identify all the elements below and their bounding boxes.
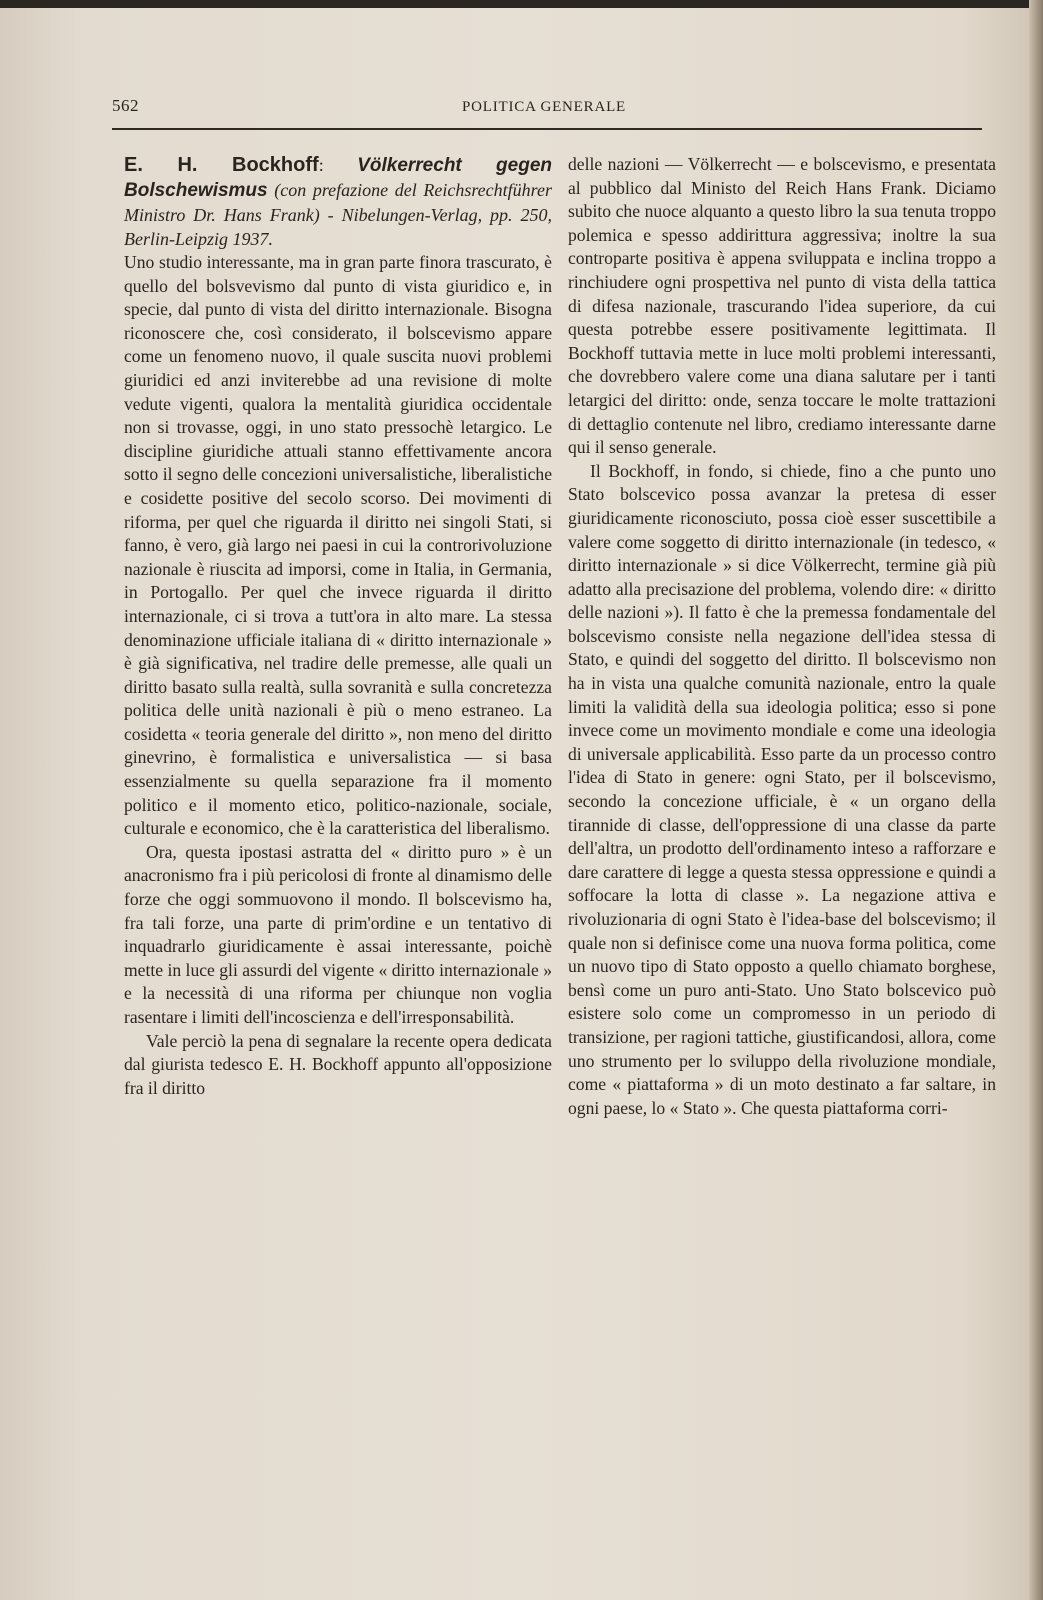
running-title: POLITICA GENERALE <box>462 99 627 115</box>
book-title: Völkerrecht gegen Bolschewismus <box>124 155 552 201</box>
left-column <box>124 153 552 1100</box>
paragraph: delle nazioni — Völkerrecht — e bolscevismo, e presentata al pubblico dal Ministo del Reich Hans Frank. Diciamo subito che nuoce alquanto a questo libro la sua tenuta troppo polemica e spesso addirittura aggressiva; inoltre la sua controparte positiva è appena sviluppata e inclina troppo a rinchiudere ogni prospettiva nel punto di vista della tattica di difesa nazionale, trascurando l'idea superiore, da cui questa potrebbe essere positivamente legittimata. Il Bockhoff tuttavia mette in luce molti problemi interessanti, che dovrebbero valere come una diana salutare per i tanti letargici del diritto: onde, senza toccare le molte trattazioni di dettaglio contenute nel libro, crediamo interessante darne qui il senso generale. <box>568 154 996 458</box>
page-number: 562 <box>112 96 139 115</box>
header-rule <box>112 128 982 130</box>
paragraph: Ora, questa ipostasi astratta del « diritto puro » è un anacronismo fra i più pericolosi di fronte al dinamismo delle forze che oggi sommuovono il mondo. Il bolscevismo ha, fra tali forze, una parte di prim'ordine e un tentativo di inquadrarlo giuridicamente è assai interessante, poichè mette in luce gli assurdi del vigente « diritto internazionale » e la necessità di una riforma per chiunque non voglia rasentare i limiti dell'incoscienza e dell'irresponsabilità. <box>124 841 552 1027</box>
page-right-edge <box>1029 0 1043 1600</box>
paragraph: Uno studio interessante, ma in gran parte finora trascurato, è quello del bolsvevismo dal punto di vista giuridico e, in specie, dal punto di vista del diritto internazionale. Bisogna riconoscere che, così considerato, il bolscevismo appare come un fenomeno nuovo, il quale suscita nuovi problemi giuridici ed anzi inviterebbe ad una revisione di molte vedute vigenti, qualora la mentalità giuridica occidentale non si trovasse, oggi, in uno stato pressochè letargico. Le discipline giuridiche attuali stanno effettivamente ancora sotto il segno delle concezioni universalistiche, liberalistiche e cosidette positive del secolo scorso. Dei movimenti di riforma, per quel che riguarda il diritto nei singoli Stati, si fanno, è vero, già largo nei paesi in cui la controrivoluzione nazionale è riuscita ad imporsi, come in Italia, in Germania, in Portogallo. Per quel che invece riguarda il diritto internazionale, ci si trova a tutt'ora in alto mare. La stessa denominazione ufficiale italiana di « diritto internazionale » è già significativa, nel tradire delle premesse, alle quali un diritto basato sulla realtà, sulla sovranità e sulla concretezza politica delle unità nazionali è più o meno estraneo. La cosidetta « teoria generale del diritto », non meno del diritto ginevrino, è formalistica e universalistica — si basa essenzialmente su quella separazione fra il momento politico e il momento etico, politico-nazionale, sociale, culturale e economico, che è la caratteristica del liberalismo. <box>124 252 552 839</box>
bibliographic-entry <box>124 153 552 251</box>
paragraph: Il Bockhoff, in fondo, si chiede, fino a che punto uno Stato bolscevico possa avanzar la pretesa di esser giuridicamente riconosciuto, possa cioè esser suscettibile a valere come soggetto di diritto internazionale (in tedesco, « diritto internazionale » si dice Völkerrecht, termine già più adatto alla precisazione del problema, volendo dire: « diritto delle nazioni »). Il fatto è che la premessa fondamentale del bolscevismo consiste nella negazione dell'idea stessa di Stato, e quindi del soggetto del diritto. Il bolscevismo non ha in vista una qualche comunità nazionale, entro la quale limiti la validità della sua ideologia politica; esso si pone invece come un movimento mondiale e come una ideologia di universale applicabilità. Esso parte da un processo contro l'idea di Stato in genere: ogni Stato, per il bolscevismo, secondo la concezione ufficiale, è « un organo della tirannide di classe, dell'oppressione di una classe da parte dell'altra, un prodotto dell'ordinamento inteso a rafforzare e dare carattere di legge a questa stessa oppressione e quindi a soffocare la lotta di classe ». La negazione attiva e rivoluzionaria di ogni Stato è l'idea-base del bolscevismo; il quale non si definisce come una nuova forma politica, come un nuovo tipo di Stato opposto a quello chiamato borghese, bensì come un puro anti-Stato. Uno Stato bolscevico può esistere solo come un compromesso in un periodo di transizione, per ragioni tattiche, giustificandosi, allora, come uno strumento per lo sviluppo della rivoluzione mondiale, come « piattaforma » di un moto destinato a far saltare, in ogni paese, lo « Stato ». Che questa piattaforma corri- <box>568 460 996 1118</box>
page-header <box>112 96 982 126</box>
page-top-edge <box>0 0 1043 8</box>
author-separator: : <box>318 155 358 175</box>
paragraph: Vale perciò la pena di segnalare la recente opera dedicata dal giurista tedesco E. H. Bockhoff appunto all'opposizione fra il diritto <box>124 1030 552 1098</box>
book-details: (con prefazione del Reichsrechtführer Ministro Dr. Hans Frank) - Nibelungen-Verlag, pp. 250, Berlin-Leipzig 1937. <box>124 180 552 249</box>
book-author: E. H. Bockhoff <box>124 154 319 176</box>
right-column <box>568 153 996 1120</box>
